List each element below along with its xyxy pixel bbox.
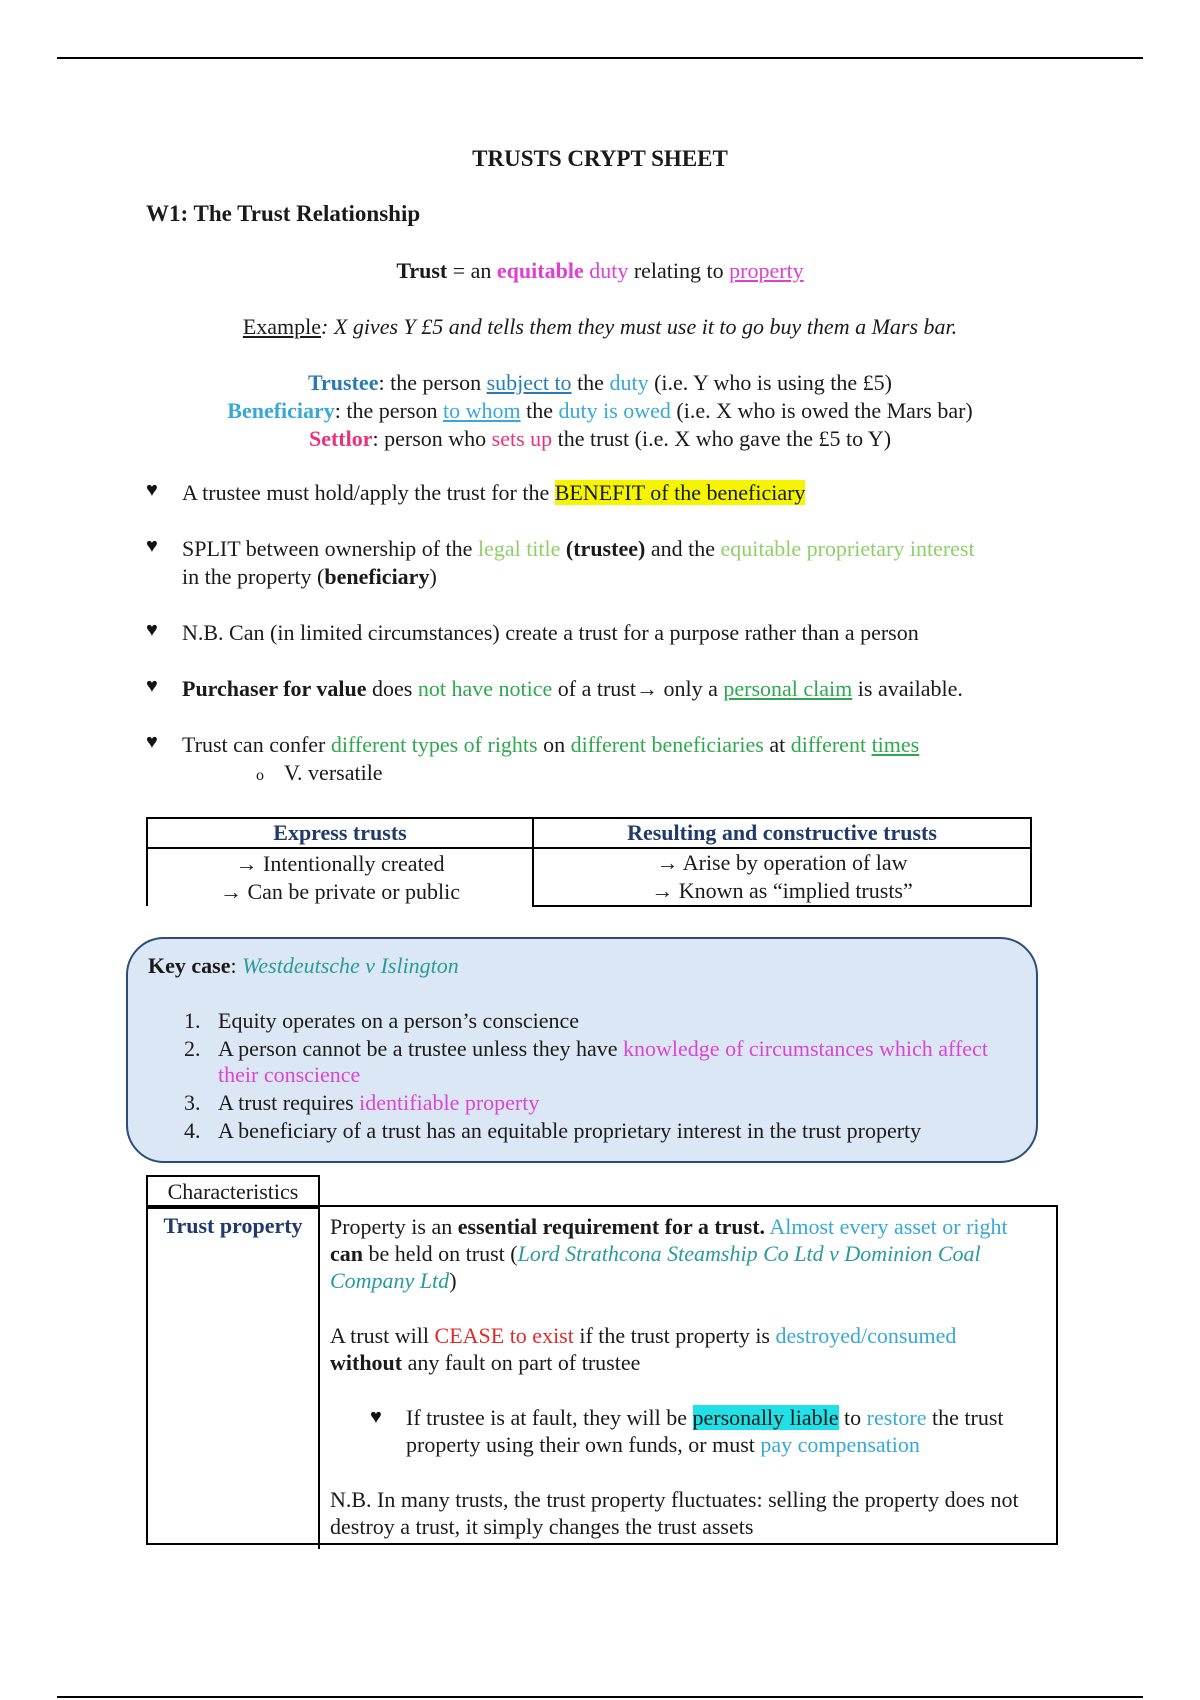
characteristics-table: [146, 1205, 1058, 1545]
list-text: knowledge of circumstances which affect their conscience: [218, 1036, 988, 1087]
para-text: be held on trust (: [363, 1241, 518, 1266]
sub-bullet-versatile: [256, 759, 1096, 790]
list-number: 2.: [184, 1036, 201, 1061]
top-rule: [57, 57, 1143, 59]
bullet-text: beneficiary: [324, 564, 430, 589]
characteristics-label: Characteristics: [146, 1175, 320, 1209]
trustee-label: Trustee: [308, 370, 379, 395]
bullet-text: N.B. Can (in limited circumstances) create a trust for a purpose rather than a person: [182, 620, 919, 645]
role-text: the: [520, 398, 559, 423]
list-item: [128, 1008, 1008, 1034]
para-text: can: [330, 1241, 363, 1266]
para-text: destroyed/consumed: [775, 1323, 957, 1348]
bullet-purpose: [146, 619, 1096, 647]
bullet-purchaser: [146, 675, 1096, 703]
list-text: A beneficiary of a trust has an equitable proprietary interest in the trust property: [218, 1118, 922, 1143]
heart-bullet-icon: ♥: [146, 479, 158, 501]
bullet-text: does: [366, 676, 418, 701]
bullet-text: and the: [645, 536, 721, 561]
key-case-label: Key case: [148, 953, 231, 978]
para-text: the trust property using their own funds, or must: [406, 1405, 1004, 1457]
bullet-benefit: [146, 479, 1096, 507]
role-text: duty is owed: [558, 398, 671, 423]
list-item: [128, 1090, 1008, 1116]
list-number: 3.: [184, 1090, 201, 1115]
role-text: (i.e. X who is owed the Mars bar): [670, 398, 973, 423]
roles-block: [0, 369, 1200, 453]
table-header: Express trusts: [147, 818, 533, 848]
bullet-text: of a trust→ only a: [552, 676, 724, 701]
def-equitable: equitable: [496, 258, 584, 283]
heart-bullet-icon: ♥: [146, 731, 158, 753]
example-colon: :: [321, 314, 334, 339]
bullet-text: different: [790, 732, 872, 757]
bullet-text: times: [871, 732, 920, 757]
example-label: Example: [242, 314, 322, 339]
para-text: Almost every asset or right: [769, 1214, 1008, 1239]
para-essential: [330, 1213, 1045, 1294]
cell-text: → Intentionally created: [235, 850, 445, 876]
para-text: any fault on part of trustee: [402, 1350, 641, 1375]
bullet-text: (trustee): [560, 536, 646, 561]
bullet-text: different types of rights: [330, 732, 538, 757]
cell-text: → Known as “implied trusts”: [651, 878, 913, 903]
example-text: X gives Y £5 and tells them they must use it to go buy them a Mars bar.: [333, 314, 958, 339]
bullet-text: not have notice: [417, 676, 553, 701]
para-text: CEASE to exist: [434, 1323, 574, 1348]
bullet-text: in the property (: [182, 564, 325, 589]
role-text: to whom: [442, 398, 521, 423]
role-text: the trust (i.e. X who gave the £5 to Y): [552, 426, 892, 451]
para-text: A trust will: [330, 1323, 435, 1348]
trust-types-table: [146, 817, 1032, 907]
bullet-text: on: [537, 732, 571, 757]
def-text: relating to: [628, 258, 730, 283]
para-cease: [330, 1322, 1045, 1376]
row-label: Trust property: [148, 1207, 320, 1549]
role-settlor: [0, 425, 1200, 453]
role-text: the: [571, 370, 610, 395]
bullet-text: is available.: [852, 676, 963, 701]
bullet-text: different beneficiaries: [570, 732, 764, 757]
def-property: property: [729, 258, 804, 283]
list-text: A trust requires: [218, 1090, 360, 1115]
bullet-text: personal claim: [723, 676, 853, 701]
trust-definition: [0, 258, 1200, 284]
heart-bullet-icon: ♥: [370, 1406, 382, 1428]
bullet-text: equitable proprietary interest: [720, 536, 975, 561]
heart-bullet-icon: ♥: [146, 675, 158, 697]
page-title: TRUSTS CRYPT SHEET: [472, 146, 728, 171]
role-text: : the person: [334, 398, 443, 423]
key-case-colon: :: [230, 953, 243, 978]
trust-term: Trust: [396, 258, 448, 283]
para-text: If trustee is at fault, they will be: [406, 1405, 693, 1430]
bullet-split: [146, 535, 1096, 591]
settlor-label: Settlor: [308, 426, 373, 451]
list-text: A person cannot be a trustee unless they have: [218, 1036, 624, 1061]
para-text: without: [330, 1350, 403, 1375]
bullet-text: ): [429, 564, 437, 589]
bullet-rights: [146, 731, 1096, 790]
role-text: duty: [609, 370, 649, 395]
def-duty: duty: [589, 258, 629, 283]
para-text: ): [449, 1268, 457, 1293]
table-header: Resulting and constructive trusts: [533, 818, 1031, 848]
para-text: essential requirement for a trust.: [457, 1214, 766, 1239]
heart-bullet-icon: ♥: [146, 619, 158, 641]
role-text: : the person: [378, 370, 487, 395]
para-text: pay compensation: [760, 1432, 920, 1457]
bullet-text: at: [763, 732, 791, 757]
para-fluctuates: N.B. In many trusts, the trust property fluctuates: selling the property does not destroy a trust, it simply changes the trust assets: [330, 1487, 1019, 1539]
bullet-text: SPLIT between ownership of the: [182, 536, 478, 561]
para-text: restore: [866, 1405, 927, 1430]
para-highlight: personally liable: [692, 1405, 839, 1430]
key-case-heading: [148, 953, 459, 979]
cell-text: → Can be private or public: [219, 878, 461, 904]
heart-bullet-icon: ♥: [146, 535, 158, 557]
list-item: [128, 1036, 1008, 1088]
bullet-text: A trustee must hold/apply the trust for the: [182, 480, 555, 505]
def-text: = an: [447, 258, 497, 283]
para-text: if the trust property is: [573, 1323, 776, 1348]
role-beneficiary: [0, 397, 1200, 425]
list-number: 1.: [184, 1008, 201, 1033]
para-text: Property is an: [330, 1214, 458, 1239]
bottom-rule: [57, 1696, 1143, 1698]
beneficiary-label: Beneficiary: [227, 398, 335, 423]
bullet-fault: [370, 1404, 1045, 1458]
key-case-box: [126, 937, 1038, 1163]
section-heading: W1: The Trust Relationship: [146, 201, 421, 226]
bullet-text: Trust can confer: [182, 732, 331, 757]
table-cell: [533, 848, 1031, 906]
bullet-text: legal title: [477, 536, 561, 561]
sub-bullet-marker: o: [256, 767, 264, 784]
sub-bullet-text: V. versatile: [284, 760, 383, 785]
example-line: [0, 314, 1200, 340]
para-text: to: [838, 1405, 867, 1430]
row-content: [330, 1207, 1045, 1540]
role-text: : person who: [372, 426, 492, 451]
bullet-highlight: BENEFIT of the beneficiary: [554, 480, 806, 505]
role-text: subject to: [486, 370, 572, 395]
list-text: identifiable property: [359, 1090, 540, 1115]
list-number: 4.: [184, 1118, 201, 1143]
table-cell: [147, 848, 533, 906]
role-text: sets up: [491, 426, 553, 451]
key-case-points: [128, 1008, 1008, 1146]
key-case-name: Westdeutsche v Islington: [242, 953, 459, 978]
bullet-text: Purchaser for value: [182, 676, 367, 701]
list-item: [128, 1118, 1008, 1144]
cell-text: → Arise by operation of law: [656, 850, 908, 875]
role-text: (i.e. Y who is using the £5): [648, 370, 892, 395]
role-trustee: [0, 369, 1200, 397]
case-name: Lord Strathcona Steamship Co Ltd v Dominion Coal Company Ltd: [330, 1241, 981, 1293]
list-text: Equity operates on a person’s conscience: [218, 1008, 580, 1033]
